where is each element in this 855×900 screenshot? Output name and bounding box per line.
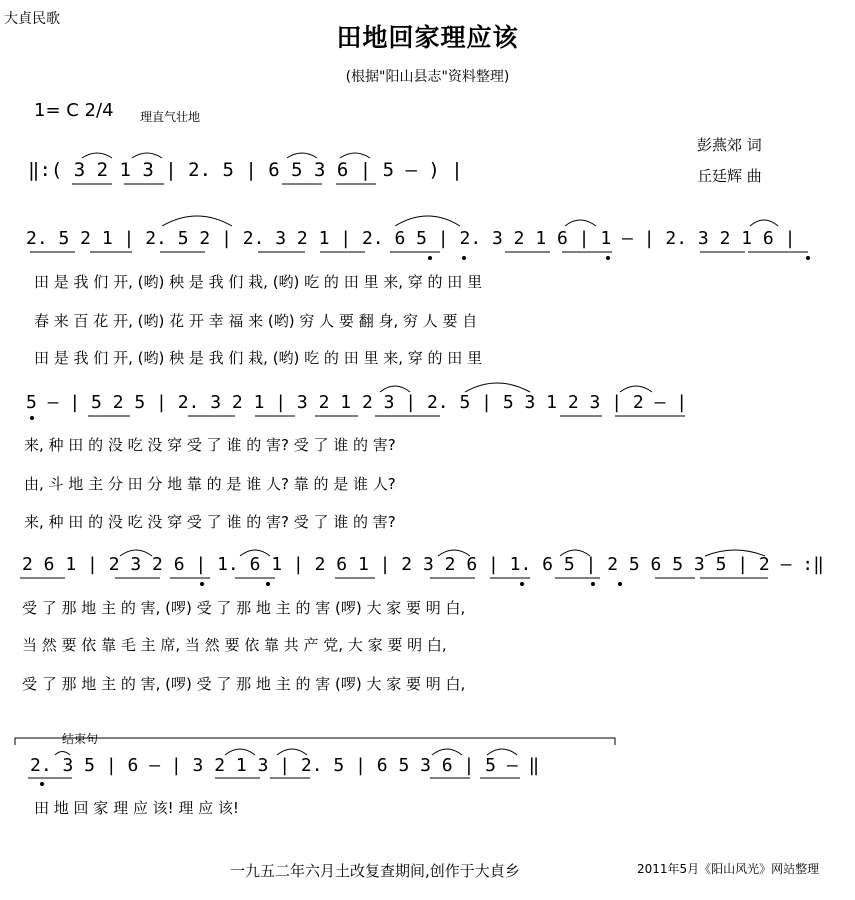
- slur: [162, 216, 232, 226]
- ending-bracket: [15, 738, 615, 745]
- notation-line-3: 2 6 1 | 2 3 2 6 | 1. 6 1 | 2 6 1 | 2 3 2 6 | 1. 6 5 | 2 5 6 5 3 5 | 2 – :‖: [22, 554, 824, 575]
- ending-label: 结束句: [62, 732, 99, 746]
- lyricist-credit: 彭燕郊 词: [697, 136, 762, 154]
- lyric-line-2-verse-3: 来, 种 田 的 没 吃 没 穿 受 了 谁 的 害? 受 了 谁 的 害?: [24, 513, 396, 531]
- lyric-line-3-verse-1: 受 了 那 地 主 的 害, (啰) 受 了 那 地 主 的 害 (啰) 大 家 要 明 白,: [22, 599, 466, 617]
- notation-line-ending: 2. 3 5 | 6 – | 3 2 1 3 | 2. 5 | 6 5 3 6 | 5 – ‖: [30, 755, 540, 776]
- lyric-line-1-verse-2: 春 来 百 花 开, (哟) 花 开 幸 福 来 (哟) 穷 人 要 翻 身, 穷 人 要 自: [34, 312, 478, 330]
- composition-note: 一九五二年六月土改复查期间,创作于大貞乡: [230, 862, 520, 880]
- slur: [565, 220, 596, 226]
- lyric-line-3-verse-2: 当 然 要 依 靠 毛 主 席, 当 然 要 依 靠 共 产 党, 大 家 要 明 白,: [22, 636, 447, 654]
- lyric-line-1-verse-3: 田 是 我 们 开, (哟) 秧 是 我 们 栽, (哟) 吃 的 田 里 来, 穿 的 田 里: [34, 349, 483, 367]
- slur: [340, 153, 370, 158]
- slur: [287, 153, 317, 158]
- composer-credit: 丘廷辉 曲: [697, 167, 762, 185]
- key-signature: 1= C 2/4: [34, 100, 114, 121]
- lyric-line-3-verse-3: 受 了 那 地 主 的 害, (啰) 受 了 那 地 主 的 害 (啰) 大 家 要 明 白,: [22, 675, 466, 693]
- slur: [82, 153, 112, 158]
- lyric-line-ending: 田 地 回 家 理 应 该! 理 应 该!: [34, 799, 239, 817]
- intro-notation: ‖:( 3 2 1 3 | 2. 5 | 6 5 3 6 | 5 – ) |: [28, 159, 463, 181]
- slur: [750, 220, 778, 226]
- lyric-line-2-verse-2: 由, 斗 地 主 分 田 分 地 靠 的 是 谁 人? 靠 的 是 谁 人?: [24, 475, 396, 493]
- slur: [132, 153, 162, 158]
- slur: [465, 383, 530, 392]
- page-title: 田地回家理应该: [336, 23, 519, 52]
- notation-line-1: 2. 5 2 1 | 2. 5 2 | 2. 3 2 1 | 2. 6 5 | 2. 3 2 1 6 | 1 – | 2. 3 2 1 6 |: [26, 228, 796, 249]
- notation-line-2: 5 – | 5 2 5 | 2. 3 2 1 | 3 2 1 2 3 | 2. 5 | 5 3 1 2 3 | 2 – |: [26, 392, 688, 413]
- lyric-line-1-verse-1: 田 是 我 们 开, (哟) 秧 是 我 们 栽, (哟) 吃 的 田 里 来, 穿 的 田 里: [34, 273, 483, 291]
- folk-song-category: 大貞民歌: [4, 11, 60, 27]
- source-note: 2011年5月《阳山风光》网站整理: [637, 862, 820, 876]
- tempo-marking: 理直气壮地: [140, 110, 201, 124]
- slur: [395, 216, 460, 226]
- subtitle: (根据"阳山县志"资料整理): [345, 69, 510, 85]
- lyric-line-2-verse-1: 来, 种 田 的 没 吃 没 穿 受 了 谁 的 害? 受 了 谁 的 害?: [24, 436, 396, 454]
